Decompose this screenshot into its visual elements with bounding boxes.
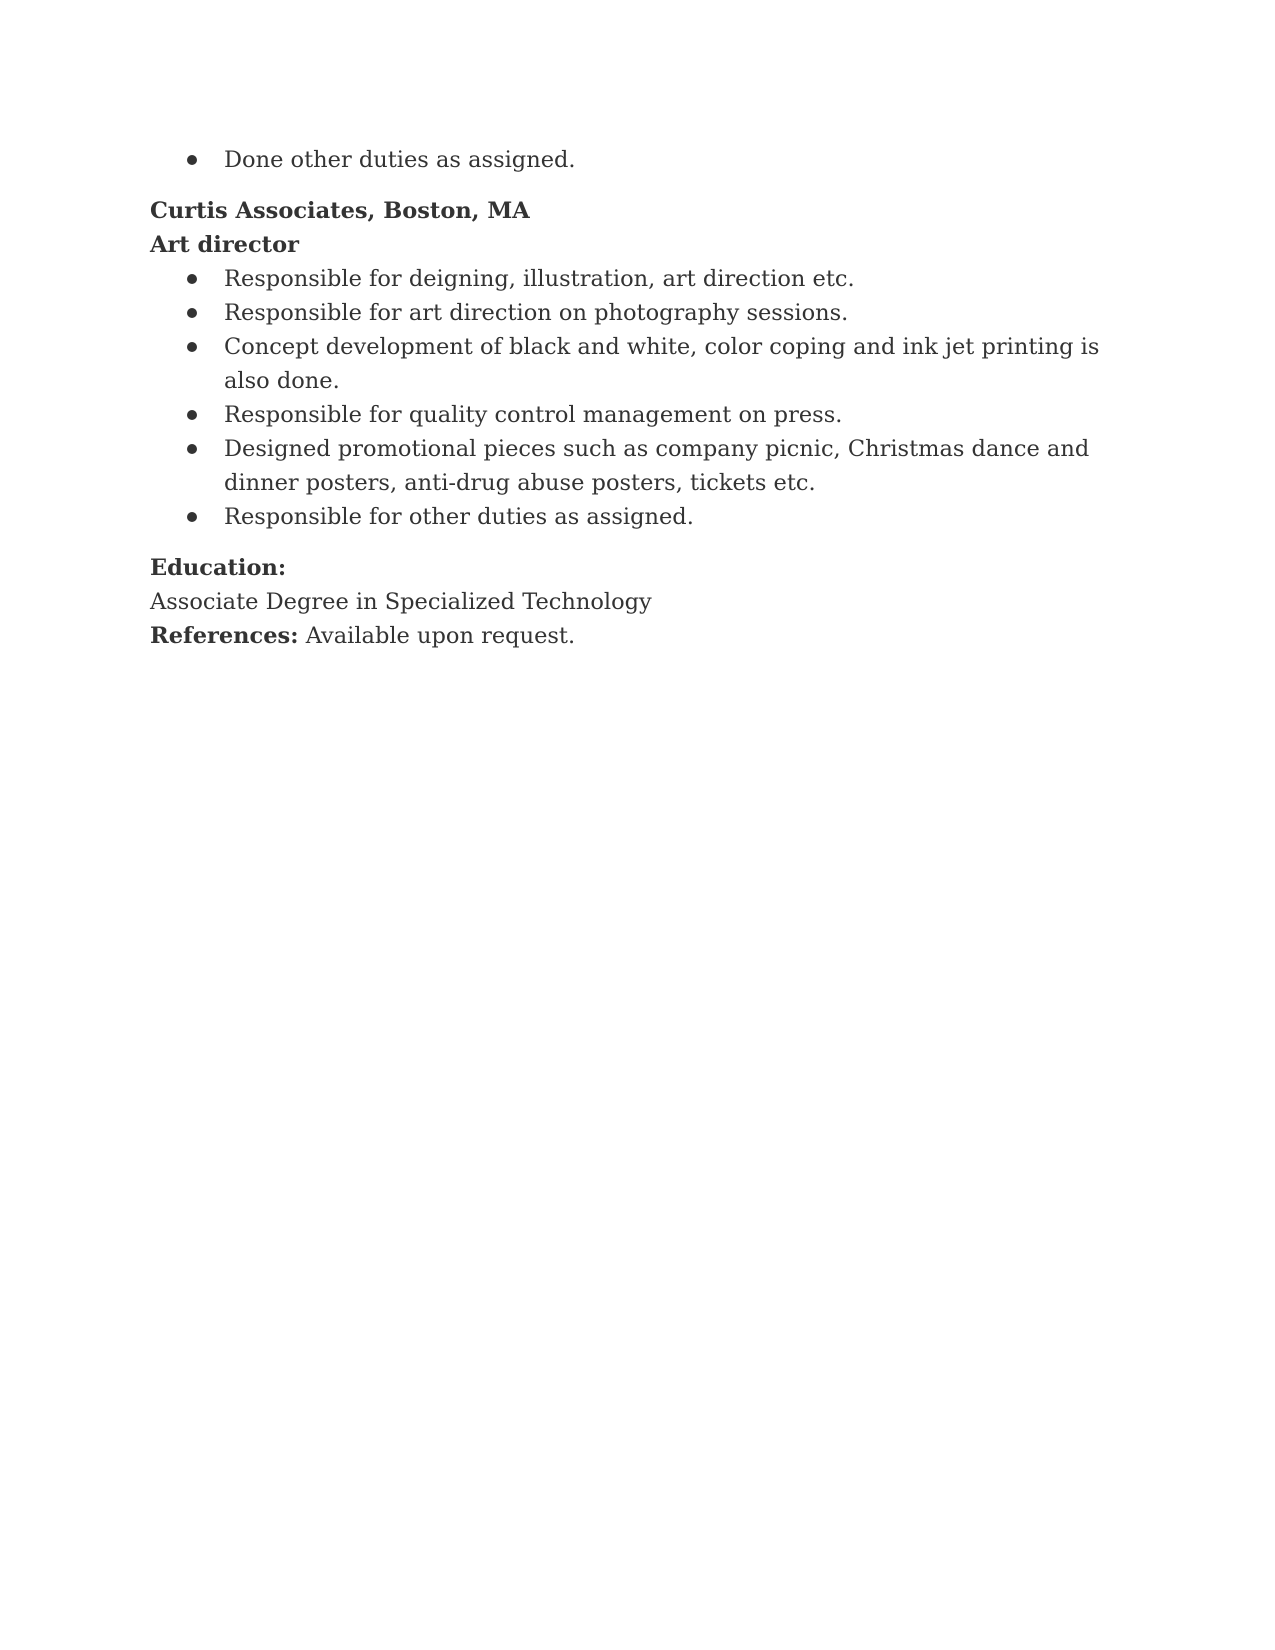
list-item-text: Done other duties as assigned. (224, 147, 576, 173)
job-title: Art director (150, 232, 299, 258)
list-item-text: Responsible for deigning, illustration, art direction etc. (224, 266, 855, 292)
bullet-icon (187, 342, 197, 352)
section-spacer (150, 177, 1125, 194)
section-spacer (150, 534, 1125, 551)
bullet-icon (187, 444, 197, 454)
references-line (150, 619, 1125, 653)
previous-duties-list (150, 143, 1125, 177)
list-item-text: Designed promotional pieces such as company picnic, Christmas dance and dinner posters, anti-drug abuse posters, tickets etc. (224, 436, 1090, 496)
bullet-icon (187, 512, 197, 522)
bullet-icon (187, 274, 197, 284)
list-item (224, 432, 1125, 500)
references-label: References: (150, 623, 299, 649)
education-degree: Associate Degree in Specialized Technology (150, 589, 652, 615)
list-item-text: Responsible for other duties as assigned. (224, 504, 694, 530)
bullet-icon (187, 410, 197, 420)
education-heading: Education: (150, 555, 287, 581)
list-item (224, 262, 1125, 296)
list-item (224, 143, 1125, 177)
bullet-icon (187, 155, 197, 165)
references-text: Available upon request. (305, 623, 576, 649)
list-item-text: Concept development of black and white, color coping and ink jet printing is also done. (224, 334, 1100, 394)
list-item-text: Responsible for quality control management on press. (224, 402, 843, 428)
list-item (224, 296, 1125, 330)
list-item (224, 330, 1125, 398)
bullet-icon (187, 308, 197, 318)
job-duties-list (150, 262, 1125, 534)
company-heading: Curtis Associates, Boston, MA (150, 198, 530, 224)
list-item (224, 500, 1125, 534)
list-item-text: Responsible for art direction on photography sessions. (224, 300, 849, 326)
list-item (224, 398, 1125, 432)
